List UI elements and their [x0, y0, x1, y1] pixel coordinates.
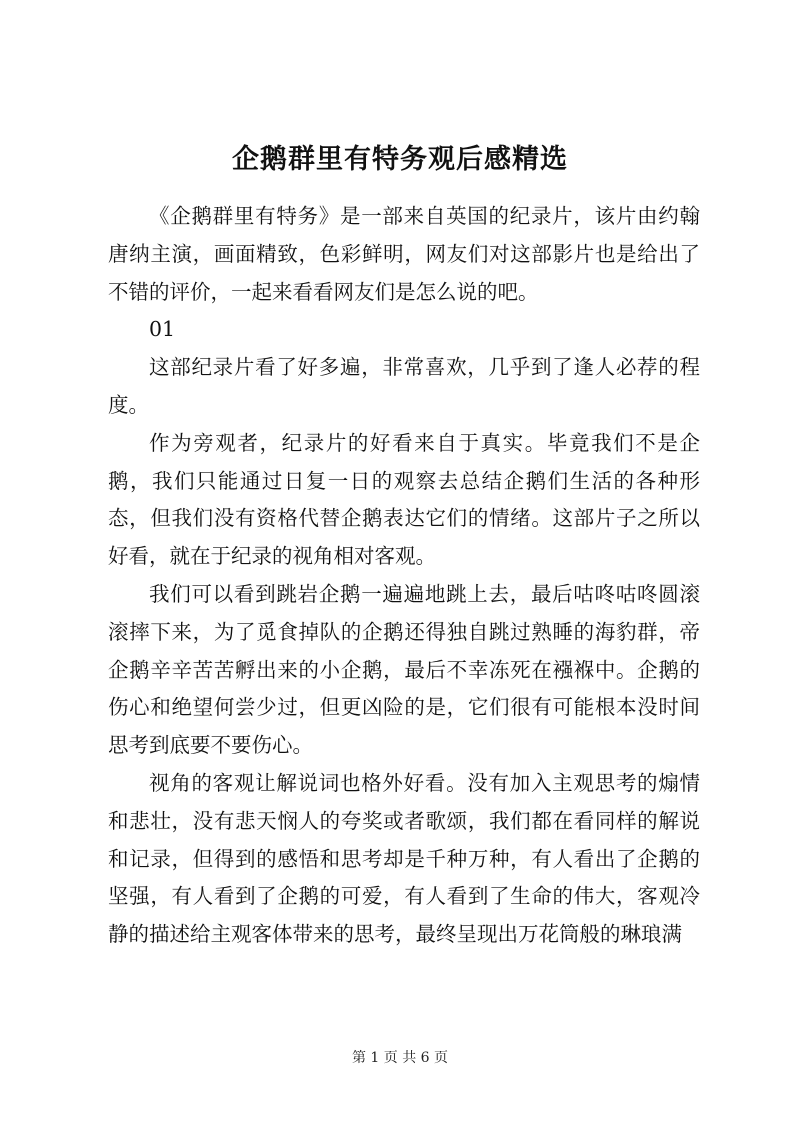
paragraph: 我们可以看到跳岩企鹅一遍遍地跳上去，最后咕咚咕咚圆滚滚摔下来，为了觅食掉队的企鹅还得独自跳过熟睡的海豹群，帝企鹅辛辛苦苦孵出来的小企鹅，最后不幸冻死在襁褓中。企鹅的伤心和绝望何尝少过，但更凶险的是，它们很有可能根本没时间思考到底要不要伤心。 — [108, 581, 700, 758]
document-body — [108, 198, 700, 954]
paragraph-section-number: 01 — [149, 317, 176, 342]
paragraph-intro: 《企鹅群里有特务》是一部来自英国的纪录片，该片由约翰唐纳主演，画面精致，色彩鲜明，网友们对这部影片也是给出了不错的评价，一起来看看网友们是怎么说的吧。 — [108, 204, 700, 304]
paragraph: 视角的客观让解说词也格外好看。没有加入主观思考的煽情和悲壮，没有悲天悯人的夸奖或者歌颂，我们都在看同样的解说和记录，但得到的感悟和思考却是千种万种，有人看出了企鹅的坚强，有人看到了企鹅的可爱，有人看到了生命的伟大，客观冷静的描述给主观客体带来的思考，最终呈现出万花筒般的琳琅满 — [108, 770, 700, 947]
document-title: 企鹅群里有特务观后感精选 — [232, 144, 568, 175]
page-footer: 第 1 页 共 6 页 — [351, 1050, 449, 1066]
paragraph: 作为旁观者，纪录片的好看来自于真实。毕竟我们不是企鹅，我们只能通过日复一日的观察去总结企鹅们生活的各种形态，但我们没有资格代替企鹅表达它们的情绪。这部片子之所以好看，就在于纪录的视角相对客观。 — [108, 430, 700, 569]
paragraph: 这部纪录片看了好多遍，非常喜欢，几乎到了逢人必荐的程度。 — [108, 355, 700, 417]
